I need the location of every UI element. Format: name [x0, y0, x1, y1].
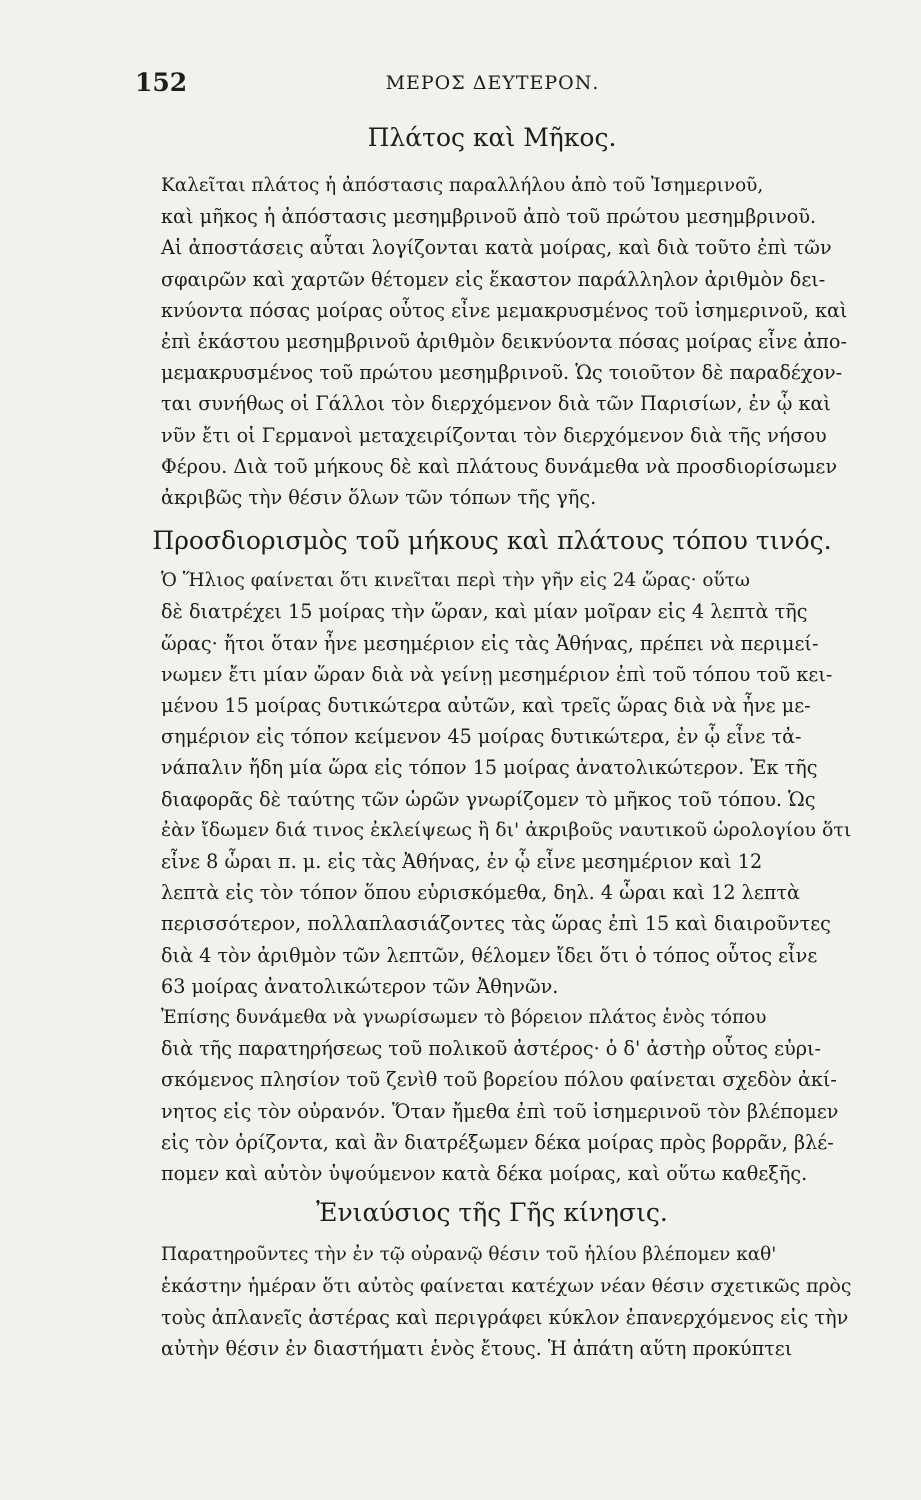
- section-title-annual-motion: Ἐνιαύσιος τῆς Γῆς κίνησις.: [316, 1198, 668, 1228]
- paragraph: [133, 1002, 851, 1189]
- paragraph: [133, 170, 851, 513]
- text-line: ται συνήθως οἱ Γάλλοι τὸν διερχόμενον διὰ τῶν Παρισίων, ἐν ᾧ καὶ: [161, 392, 831, 416]
- text-line: νῦν ἔτι οἱ Γερμανοὶ μεταχειρίζονται τὸν διερχόμενον διὰ τῆς νήσου: [161, 423, 827, 447]
- text-line: διαφορᾶς δὲ ταύτης τῶν ὡρῶν γνωρίζομεν τὸ μῆκος τοῦ τόπου. Ὡς: [161, 787, 816, 811]
- text-line: Ὁ Ἥλιος φαίνεται ὅτι κινεῖται περὶ τὴν γῆν εἰς 24 ὥρας· οὕτω: [161, 570, 750, 592]
- page-number: 152: [135, 68, 188, 97]
- text-line: 63 μοίρας ἀνατολικώτερον τῶν Ἀθηνῶν.: [161, 974, 559, 998]
- text-line: τοὺς ἀπλανεῖς ἀστέρας καὶ περιγράφει κύκλον ἐπανερχόμενος εἰς τὴν: [161, 1305, 849, 1329]
- text-line: ἐπὶ ἑκάστου μεσημβρινοῦ ἀριθμὸν δεικνύοντα πόσας μοίρας εἶνε ἀπο-: [161, 330, 847, 354]
- text-line: δὲ διατρέχει 15 μοίρας τὴν ὥραν, καὶ μίαν μοῖραν εἰς 4 λεπτὰ τῆς: [161, 600, 808, 624]
- section-title-latitude-longitude: Πλάτος καὶ Μῆκος.: [367, 123, 617, 152]
- text-line: σημέριον εἰς τόπον κείμενον 45 μοίρας δυτικώτερα, ἐν ᾧ εἶνε τἀ-: [161, 725, 802, 749]
- text-line: Αἱ ἀποστάσεις αὗται λογίζονται κατὰ μοίρας, καὶ διὰ τοῦτο ἐπὶ τῶν: [161, 236, 832, 260]
- text-line: εἰς τὸν ὁρίζοντα, καὶ ἂν διατρέξωμεν δέκα μοίρας πρὸς βορρᾶν, βλέ-: [161, 1130, 834, 1154]
- text-line: περισσότερον, πολλαπλασιάζοντες τὰς ὥρας ἐπὶ 15 καὶ διαιροῦντες: [161, 912, 831, 936]
- paragraph: [133, 565, 851, 1002]
- paragraph: [133, 1239, 851, 1364]
- text-line: μένου 15 μοίρας δυτικώτερα αὐτῶν, καὶ τρεῖς ὥρας διὰ νὰ ἦνε με-: [161, 694, 811, 718]
- text-line: ὥρας· ἤτοι ὅταν ἦνε μεσημέριον εἰς τὰς Ἀθήνας, πρέπει νὰ περιμεί-: [161, 631, 819, 655]
- text-line: κνύοντα πόσας μοίρας οὗτος εἶνε μεμακρυσμένος τοῦ ἰσημερινοῦ, καὶ: [161, 298, 848, 322]
- running-head: ΜΕΡΟΣ ΔΕΥΤΕΡΟΝ.: [385, 72, 600, 94]
- page-header: [135, 68, 850, 102]
- text-line: νάπαλιν ἤδη μία ὥρα εἰς τόπον 15 μοίρας ἀνατολικώτερον. Ἐκ τῆς: [161, 756, 818, 780]
- text-line: Ἐπίσης δυνάμεθα νὰ γνωρίσωμεν τὸ βόρειον πλάτος ἑνὸς τόπου: [161, 1007, 767, 1029]
- page-body: [133, 118, 851, 1364]
- text-line: διὰ 4 τὸν ἀριθμὸν τῶν λεπτῶν, θέλομεν ἴδει ὅτι ὁ τόπος οὗτος εἶνε: [161, 943, 818, 967]
- text-line: νητος εἰς τὸν οὐρανόν. Ὅταν ἤμεθα ἐπὶ τοῦ ἰσημερινοῦ τὸν βλέπομεν: [161, 1099, 839, 1123]
- text-line: ἀκριβῶς τὴν θέσιν ὅλων τῶν τόπων τῆς γῆς.: [161, 486, 597, 510]
- text-line: Φέρου. Διὰ τοῦ μήκους δὲ καὶ πλάτους δυνάμεθα νὰ προσδιορίσωμεν: [161, 454, 838, 478]
- text-line: Παρατηροῦντες τὴν ἐν τῷ οὐρανῷ θέσιν τοῦ ἡλίου βλέπομεν καθ': [161, 1244, 777, 1266]
- text-line: Καλεῖται πλάτος ἡ ἀπόστασις παραλλήλου ἀπὸ τοῦ Ἰσημερινοῦ,: [161, 175, 764, 196]
- text-line: αὐτὴν θέσιν ἐν διαστήματι ἑνὸς ἔτους. Ἡ ἀπάτη αὕτη προκύπτει: [161, 1336, 793, 1360]
- text-line: σκόμενος πλησίον τοῦ ζενὶθ τοῦ βορείου πόλου φαίνεται σχεδὸν ἀκί-: [161, 1068, 837, 1092]
- text-line: ἑκάστην ἡμέραν ὅτι αὐτὸς φαίνεται κατέχων νέαν θέσιν σχετικῶς πρὸς: [161, 1274, 852, 1297]
- text-line: νωμεν ἔτι μίαν ὥραν διὰ νὰ γείνῃ μεσημέριον ἐπὶ τοῦ τόπου τοῦ κει-: [161, 662, 833, 686]
- text-line: καὶ μῆκος ἡ ἀπόστασις μεσημβρινοῦ ἀπὸ τοῦ πρώτου μεσημβρινοῦ.: [161, 205, 817, 229]
- text-line: σφαιρῶν καὶ χαρτῶν θέτομεν εἰς ἕκαστον παράλληλον ἀριθμὸν δει-: [161, 267, 826, 291]
- text-line: μεμακρυσμένος τοῦ πρώτου μεσημβρινοῦ. Ὡς τοιοῦτον δὲ παραδέχον-: [161, 361, 843, 385]
- text-line: εἶνε 8 ὧραι π. μ. εἰς τὰς Ἀθήνας, ἐν ᾧ εἶνε μεσημέριον καὶ 12: [161, 850, 763, 874]
- section-title-determination: Προσδιορισμὸς τοῦ μήκους καὶ πλάτους τόπου τινός.: [152, 526, 832, 556]
- text-line: πομεν καὶ αὐτὸν ὑψούμενον κατὰ δέκα μοίρας, καὶ οὕτω καθεξῆς.: [161, 1162, 808, 1186]
- text-line: ἐὰν ἴδωμεν διά τινος ἐκλείψεως ἢ δι' ἀκριβοῦς ναυτικοῦ ὡρολογίου ὅτι: [161, 818, 852, 841]
- text-line: διὰ τῆς παρατηρήσεως τοῦ πολικοῦ ἀστέρος· ὁ δ' ἀστὴρ οὗτος εὑρι-: [161, 1037, 822, 1061]
- text-line: λεπτὰ εἰς τὸν τόπον ὅπου εὑρισκόμεθα, δηλ. 4 ὧραι καὶ 12 λεπτὰ: [161, 881, 800, 905]
